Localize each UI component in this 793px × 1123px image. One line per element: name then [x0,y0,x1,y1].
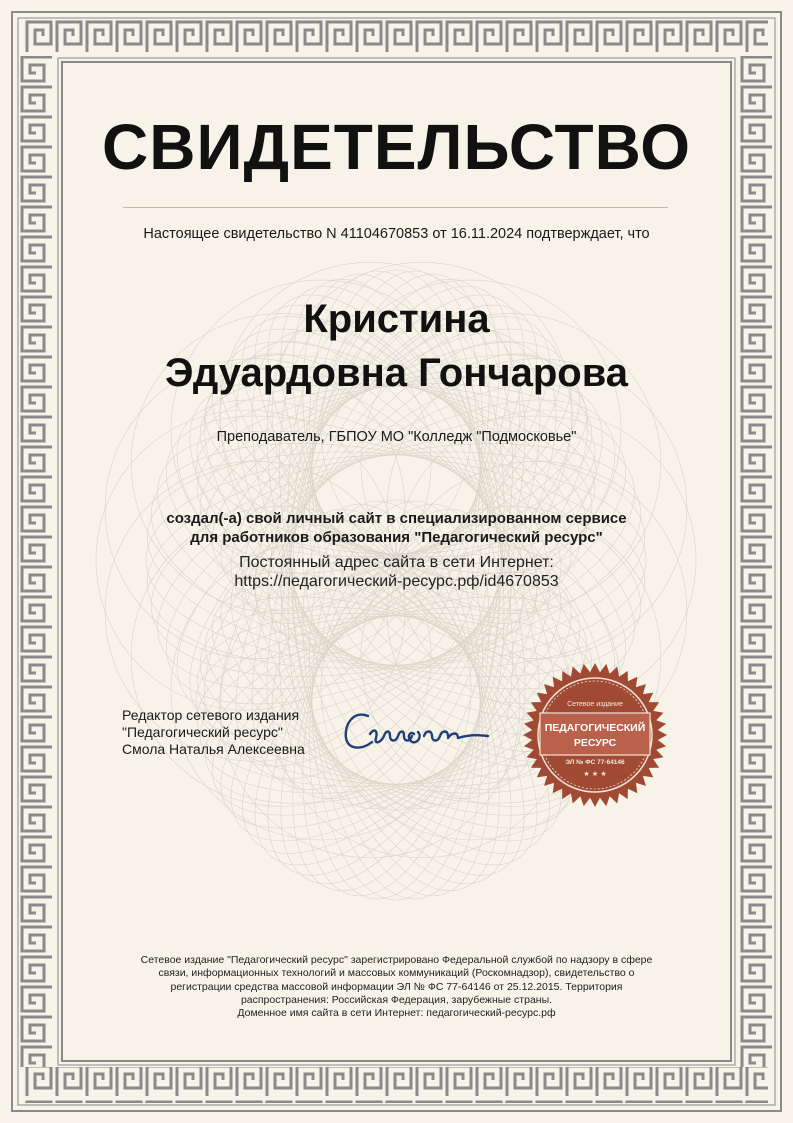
achievement-line-2: для работников образования "Педагогический ресурс" [190,529,603,546]
title-divider [123,207,668,208]
editor-block [122,707,305,758]
achievement-text [0,509,793,547]
footer-line: регистрации средства массовой информации ЭЛ № ФС 77-64146 от 25.12.2015. Территория [170,980,623,993]
recipient-name [0,292,793,400]
footer-line: распространения: Российская Федерация, зарубежные страны. [240,993,553,1006]
publication-seal [520,660,670,810]
site-url: https://педагогический-ресурс.рф/id4670853 [234,573,559,590]
editor-line-1: Редактор сетевого издания [122,707,300,723]
certificate-title: СВИДЕТЕЛЬСТВО [102,111,691,183]
footer-line: связи, информационных технологий и массовых коммуникаций (Роскомнадзор), свидетельство о [158,967,635,980]
editor-name: Смола Наталья Алексеевна [122,741,305,757]
footer-domain-line: Доменное имя сайта в сети Интернет: педагогический-ресурс.рф [237,1007,556,1020]
seal-top-text: Сетевое издание [567,701,623,708]
site-info [0,553,793,591]
editor-line-2: "Педагогический ресурс" [122,724,283,740]
seal-name-line-1: ПЕДАГОГИЧЕСКИЙ [544,722,646,734]
site-label: Постоянный адрес сайта в сети Интернет: [239,554,554,571]
seal-stars: ★ ★ ★ [583,770,607,778]
achievement-line-1: создал(-а) свой личный сайт в специализированном сервисе [166,510,627,527]
recipient-first-name: Кристина [303,297,490,341]
seal-registration: ЭЛ № ФС 77-64146 [565,759,625,766]
recipient-position: Преподаватель, ГБПОУ МО "Колледж "Подмосковье" [216,429,577,445]
registration-footer [120,954,673,1020]
footer-line: Сетевое издание "Педагогический ресурс" зарегистрировано Федеральной службой по надзору в сфере [140,954,653,966]
certificate-statement: Настоящее свидетельство N 41104670853 от 16.11.2024 подтверждает, что [143,226,650,242]
editor-signature [340,700,495,760]
seal-name-line-2: РЕСУРС [573,737,617,749]
recipient-middle-last-name: Эдуардовна Гончарова [164,351,629,395]
